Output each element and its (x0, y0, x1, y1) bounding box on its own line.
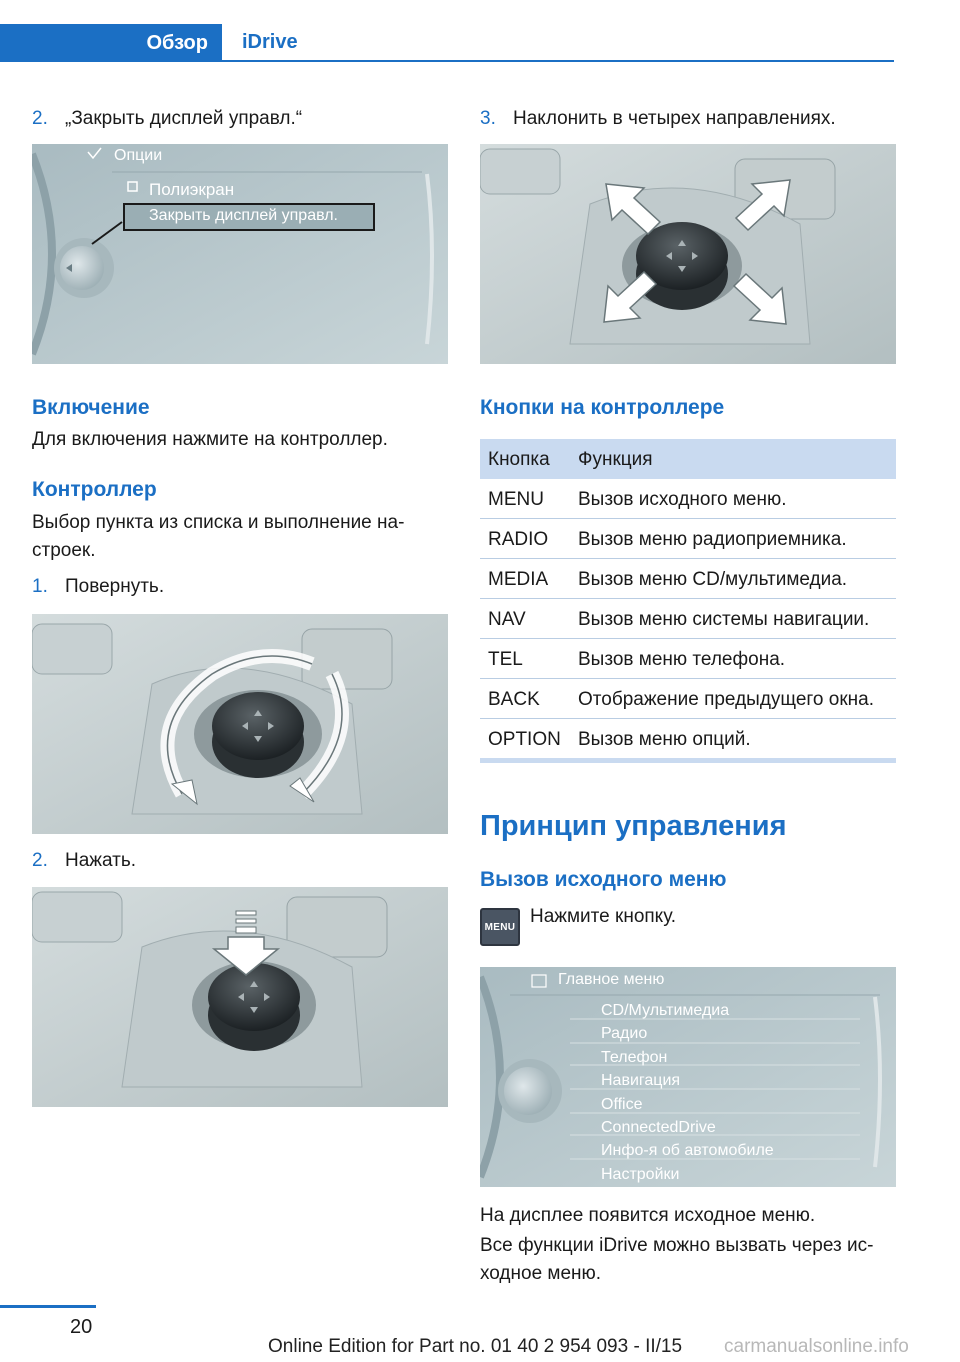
header-rule (0, 60, 894, 62)
options-screen-figure (32, 144, 448, 364)
table-cell-function: Вызов меню CD/мультимедиа. (578, 569, 848, 590)
heading-home-menu: Вызов исходного меню (480, 868, 727, 891)
main-menu-item: Инфо-я об автомобиле (601, 1142, 774, 1160)
text-all-functions-line2: ходное меню. (480, 1263, 602, 1284)
controller-tilt-drawing (480, 144, 896, 364)
main-menu-item: Настройки (601, 1165, 680, 1183)
tab-idrive[interactable] (222, 24, 322, 60)
tab-overview-label: Обзор (146, 31, 208, 54)
step-text: Повернуть. (65, 576, 165, 597)
table-row (480, 719, 896, 759)
heading-controller-buttons: Кнопки на контроллере (480, 396, 725, 419)
main-menu-list (601, 999, 774, 1186)
options-screen-drawing (32, 144, 448, 364)
table-cell-button: MEDIA (488, 569, 549, 590)
text-switch-on: Для включения нажмите на контроллер. (32, 429, 388, 450)
table-header-function: Функция (578, 449, 653, 470)
step-number: 2. (32, 850, 48, 871)
step-text: Нажать. (65, 850, 137, 871)
option-fullscreen: Полиэкран (149, 180, 235, 199)
main-menu-item: CD/Мультимедиа (601, 1002, 730, 1019)
step-number: 2. (32, 108, 48, 129)
edition-text: Online Edition for Part no. 01 40 2 954 093 - II/15 (268, 1336, 683, 1357)
table-row (480, 639, 896, 679)
step-number: 1. (32, 576, 48, 597)
main-menu-title: Главное меню (558, 971, 665, 988)
controller-press-drawing (32, 887, 448, 1107)
text-all-functions-line1: Все функции iDrive можно вызвать через ис- (480, 1235, 874, 1256)
tab-idrive-label: iDrive (242, 30, 298, 53)
table-cell-button: MENU (488, 489, 544, 510)
text-press-button: Нажмите кнопку. (530, 906, 677, 927)
text-controller-line2: строек. (32, 540, 96, 561)
table-cell-function: Вызов меню радиоприемника. (578, 529, 847, 550)
buttons-table (480, 439, 896, 763)
table-cell-button: RADIO (488, 529, 549, 550)
footer-rule (0, 1305, 96, 1308)
heading-switch-on: Включение (32, 396, 150, 419)
tab-overview[interactable] (0, 24, 222, 62)
controller-rotate-figure (32, 614, 448, 834)
controller-rotate-drawing (32, 614, 448, 834)
menu-button-icon (480, 908, 520, 946)
table-cell-function: Отображение предыдущего окна. (578, 689, 874, 710)
controller-tilt-figure (480, 144, 896, 364)
option-close-display: Закрыть дисплей управл. (149, 207, 338, 224)
table-cell-button: BACK (488, 689, 540, 710)
table-cell-button: TEL (488, 649, 523, 670)
main-menu-item: Office (601, 1095, 643, 1113)
main-menu-item: ConnectedDrive (601, 1119, 716, 1137)
options-title: Опции (114, 147, 163, 164)
table-row (480, 559, 896, 599)
table-cell-function: Вызов меню телефона. (578, 649, 786, 670)
step-text: Наклонить в четырех направлениях. (513, 108, 836, 129)
table-cell-function: Вызов меню системы навигации. (578, 609, 870, 630)
watermark-text: carmanualsonline.info (724, 1336, 909, 1357)
table-cell-function: Вызов исходного меню. (578, 489, 787, 510)
table-cell-button: NAV (488, 609, 526, 630)
text-controller-line1: Выбор пункта из списка и выполнение на- (32, 512, 405, 533)
page-number: 20 (70, 1316, 93, 1338)
heading-operating-principle: Принцип управления (480, 810, 787, 842)
main-menu-item: Телефон (601, 1048, 668, 1066)
table-row (480, 479, 896, 519)
step-number: 3. (480, 108, 496, 129)
main-menu-item: Навигация (601, 1072, 681, 1090)
table-row (480, 679, 896, 719)
controller-press-figure (32, 887, 448, 1107)
table-header-button: Кнопка (488, 449, 550, 470)
table-cell-button: OPTION (488, 729, 561, 750)
menu-button-icon-label: MENU (484, 921, 516, 933)
main-menu-screen-figure (480, 967, 896, 1187)
heading-controller: Контроллер (32, 478, 157, 501)
table-cell-function: Вызов меню опций. (578, 729, 751, 750)
main-menu-item: Радио (601, 1025, 648, 1043)
text-display-appears: На дисплее появится исходное меню. (480, 1205, 816, 1226)
table-row (480, 519, 896, 559)
table-header-row (480, 439, 896, 479)
header-tabs (0, 24, 894, 62)
table-row (480, 599, 896, 639)
step-text: „Закрыть дисплей управл.“ (65, 108, 303, 129)
